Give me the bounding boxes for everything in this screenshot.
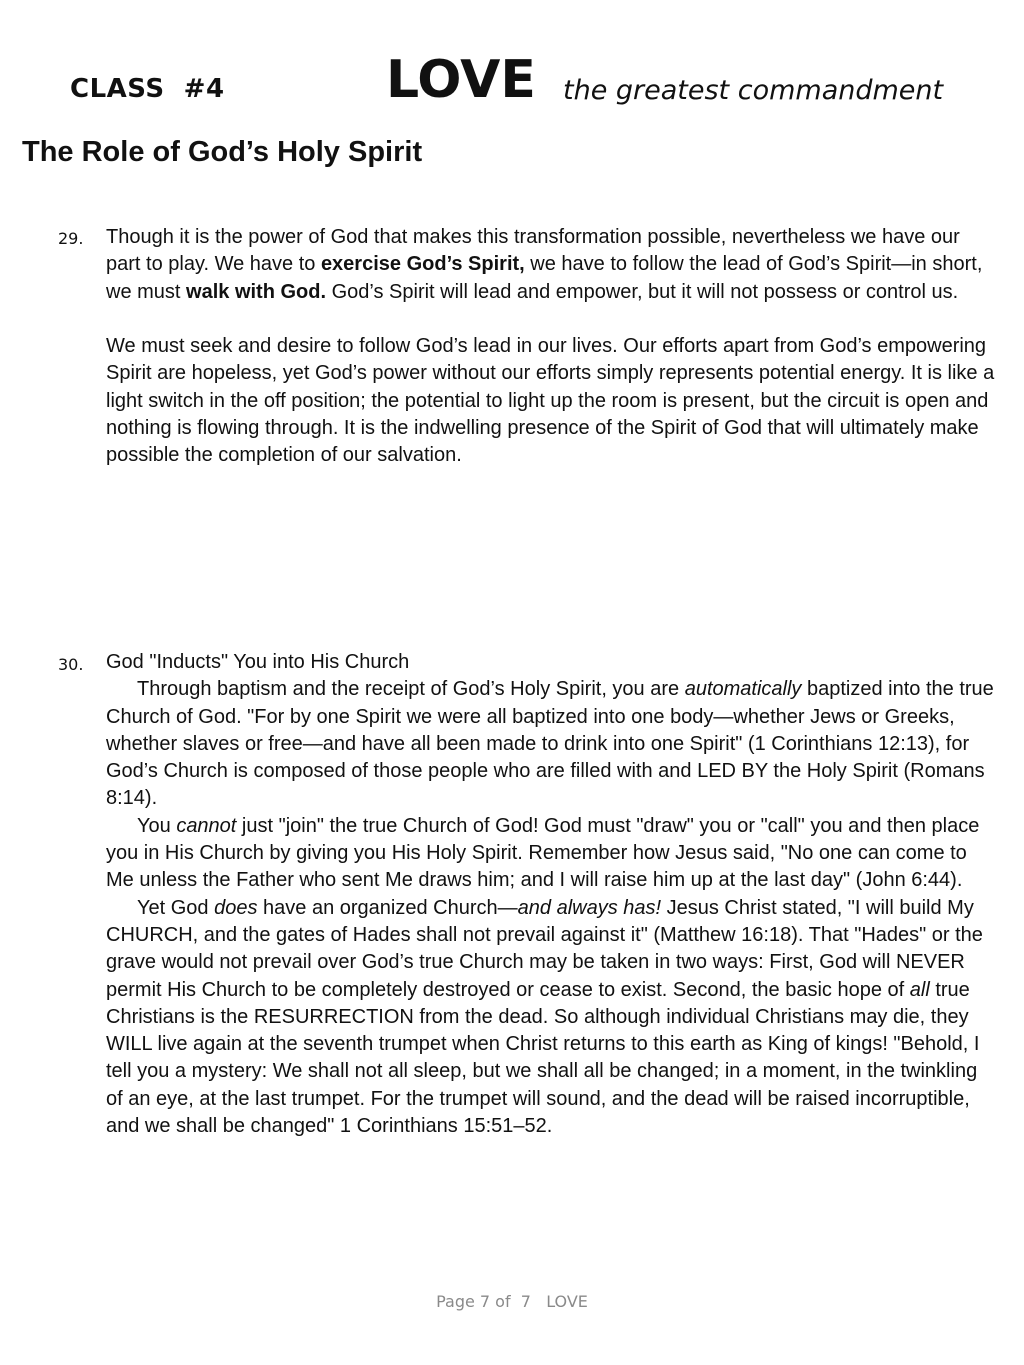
text-span: God’s Spirit will lead and empower, but it will not possess or control us. [326,280,959,303]
emphasis-text: walk with God. [186,280,327,303]
item-30-body [106,649,996,1140]
text-span: just "join" the true Church of God! God must "draw" you or "call" you and then place you in His Church by giving you His Holy Spirit. Remember how Jesus said, "No one can come to Me unless the Father who sent Me draws him; and I will raise him up at the last day" (John 6:44). [106,814,980,892]
text-span: we have to follow the lead of God’s Spirit—in short, we must [106,253,983,303]
italic-text: all [909,978,930,1001]
text-span: Yet God [137,896,215,919]
class-label: CLASS #4 [70,74,225,104]
item-30-paragraph-3 [106,895,996,1141]
emphasis-text: exercise God’s Spirit, [320,253,525,276]
item-number-29: 29. [58,229,84,248]
text-span: Jesus Christ stated, "I will build My CHURCH, and the gates of Hades shall not prevail against it" (Matthew 16:18). That "Hades" or the grave would not prevail over God’s true Church may be taken in two ways: First, God will NEVER permit His Church to be completely destroyed or cease to exist. Second, the basic hope of [106,896,983,1001]
text-span: You [137,814,177,837]
section-title: The Role of God’s Holy Spirit [22,136,423,168]
item-29-paragraph-2: We must seek and desire to follow God’s lead in our lives. Our efforts apart from God’s empowering Spirit are hopeless, yet God’s power without our efforts simply represents potential energy. It is like a light switch in the off position; the potential to light up the room is present, but the circuit is open and nothing is flowing through. It is the indwelling presence of the Spirit of God that will ultimately make possible the completion of our salvation. [106,335,995,467]
header-subtitle: the greatest commandment [563,75,944,106]
page-footer: Page 7 of 7 LOVE [436,1292,588,1311]
italic-text: automatically [684,678,802,701]
text-span: have an organized Church— [257,896,518,919]
item-29-body [106,224,996,470]
item-30-heading: God "Inducts" You into His Church [106,651,410,673]
text-span: Though it is the power of God that makes this transformation possible, nevertheless we have our part to play. We have to [106,226,960,276]
item-number-30: 30. [58,655,84,674]
header-title: LOVE [386,50,536,110]
italic-text: does [214,896,258,919]
text-span: Through baptism and the receipt of God’s Holy Spirit, you are [137,678,685,701]
text-span: baptized into the true Church of God. "For by one Spirit we were all baptized into one body—whether Jews or Greeks, whether slaves or free—and have all been made to drink into one Spirit" (1 Corinthians 12:13), for God’s Church is composed of those people who are filled with and LED BY the Holy Spirit (Romans 8:14). [106,678,994,810]
item-30-paragraph-2 [106,813,996,895]
item-29-paragraph-1 [106,224,996,306]
italic-text: cannot [176,814,237,837]
text-span: true Christians is the RESURRECTION from the dead. So although individual Christians may die, they WILL live again at the seventh trumpet when Christ returns to this earth as King of kings! "Behold, I tell you a mystery: We shall not all sleep, but we shall all be changed; in a moment, in the twinkling of an eye, at the last trumpet. For the trumpet will sound, and the dead will be raised incorruptible, and we shall be changed" 1 Corinthians 15:51–52. [106,978,980,1138]
item-30-paragraph-1 [106,676,996,812]
italic-text: and always has! [517,896,662,919]
